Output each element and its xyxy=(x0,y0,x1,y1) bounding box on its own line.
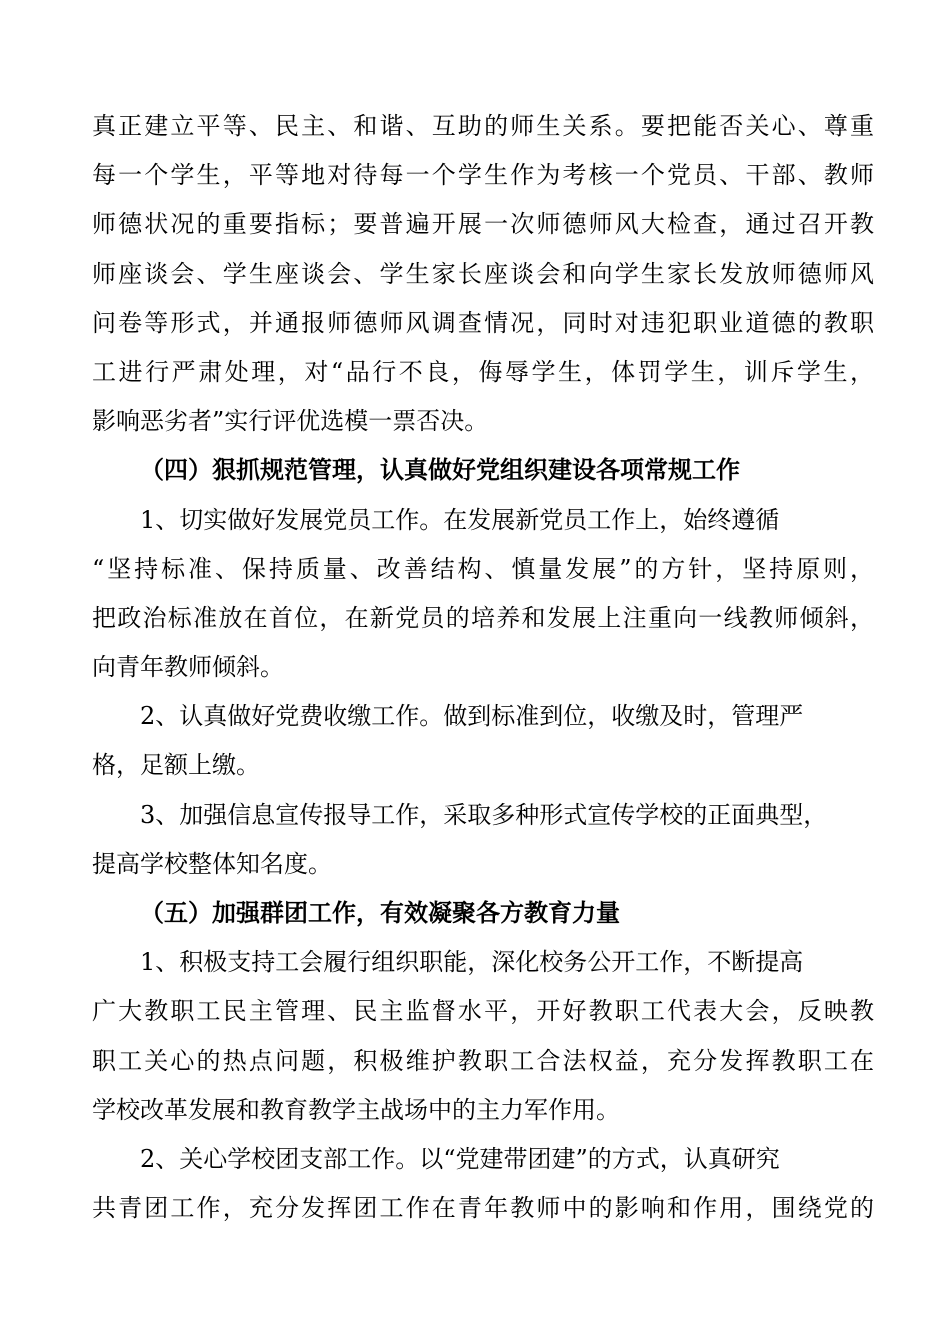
paragraph-line: 每一个学生，平等地对待每一个学生作为考核一个党员、干部、教师 xyxy=(92,161,874,190)
section-heading: （五）加强群团工作，有效凝聚各方教育力量 xyxy=(140,899,620,927)
paragraph-line: 格，足额上缴。 xyxy=(92,751,260,780)
paragraph-line: 2、认真做好党费收缴工作。做到标准到位，收缴及时，管理严 xyxy=(140,702,804,731)
paragraph-line: 广大教职工民主管理、民主监督水平，开好教职工代表大会，反映教 xyxy=(92,997,874,1026)
document-body xyxy=(92,102,874,1233)
paragraph-line: 3、加强信息宣传报导工作，采取多种形式宣传学校的正面典型， xyxy=(140,800,828,829)
paragraph-line: 师座谈会、学生座谈会、学生家长座谈会和向学生家长发放师德师风 xyxy=(92,259,874,288)
paragraph-line: 学校改革发展和教育教学主战场中的主力军作用。 xyxy=(92,1095,620,1124)
paragraph-line: 向青年教师倾斜。 xyxy=(92,653,284,682)
paragraph-line: 1、切实做好发展党员工作。在发展新党员工作上，始终遵循 xyxy=(140,505,780,534)
paragraph-line: 师德状况的重要指标；要普遍开展一次师德师风大检查，通过召开教 xyxy=(92,210,874,239)
paragraph-line: 问卷等形式，并通报师德师风调查情况，同时对违犯职业道德的教职 xyxy=(92,308,874,337)
section-heading: （四）狠抓规范管理，认真做好党组织建设各项常规工作 xyxy=(140,456,740,485)
paragraph-line: 2、关心学校团支部工作。以“党建带团建”的方式，认真研究 xyxy=(140,1144,780,1173)
paragraph-line: 影响恶劣者”实行评优选模一票否决。 xyxy=(92,407,489,436)
paragraph-line: 共青团工作，充分发挥团工作在青年教师中的影响和作用，围绕党的 xyxy=(92,1194,874,1223)
paragraph-line: 提高学校整体知名度。 xyxy=(92,849,332,878)
paragraph-line: 职工关心的热点问题，积极维护教职工合法权益，充分发挥教职工在 xyxy=(92,1046,874,1075)
paragraph-line: 工进行严肃处理，对“品行不良，侮辱学生，体罚学生，训斥学生， xyxy=(92,357,874,386)
paragraph-line: 把政治标准放在首位，在新党员的培养和发展上注重向一线教师倾斜， xyxy=(92,603,874,632)
paragraph-line: 真正建立平等、民主、和谐、互助的师生关系。要把能否关心、尊重 xyxy=(92,112,874,140)
paragraph-line: 1、积极支持工会履行组织职能，深化校务公开工作，不断提高 xyxy=(140,948,804,977)
paragraph-line: “坚持标准、保持质量、改善结构、慎量发展”的方针，坚持原则， xyxy=(92,554,874,583)
